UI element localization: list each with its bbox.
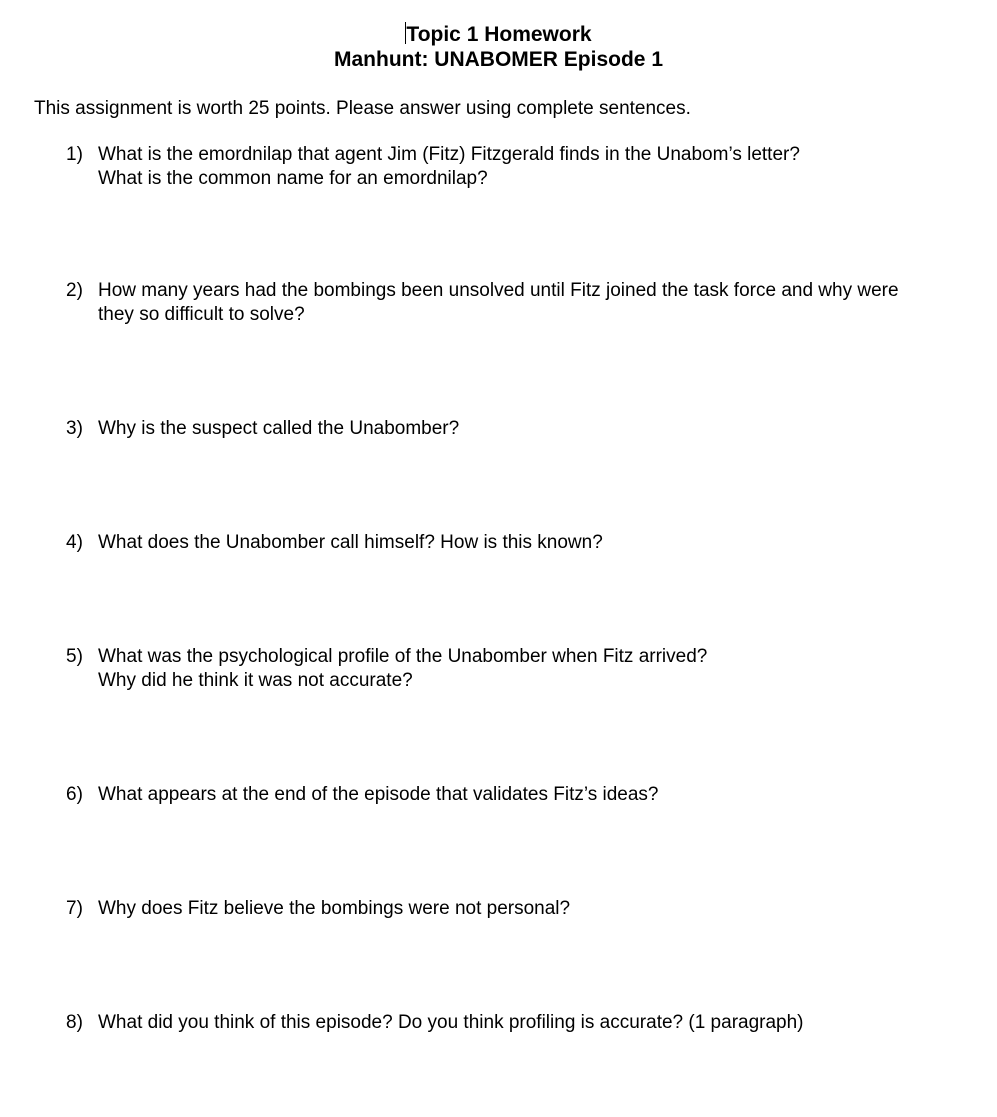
assignment-intro: This assignment is worth 25 points. Please answer using complete sentences. (34, 98, 691, 119)
question-number: 5) (66, 646, 83, 667)
question-text (98, 1011, 946, 1035)
question-text (98, 143, 946, 191)
document-subtitle: Manhunt: UNABOMER Episode 1 (334, 48, 663, 71)
title-line (0, 22, 997, 47)
question-text (98, 531, 946, 555)
question-4 (66, 531, 946, 555)
question-2 (66, 279, 946, 327)
question-line: What was the psychological profile of the Unabomber when Fitz arrived? (98, 646, 708, 667)
question-line: What does the Unabomber call himself? How is this known? (98, 532, 603, 553)
document-title: Topic 1 Homework (406, 23, 592, 46)
question-number: 6) (66, 784, 83, 805)
question-number: 1) (66, 144, 83, 165)
question-text (98, 783, 946, 807)
question-line: What appears at the end of the episode that validates Fitz’s ideas? (98, 784, 659, 805)
question-line: What is the common name for an emordnilap? (98, 168, 488, 189)
question-7 (66, 897, 946, 921)
question-number: 4) (66, 532, 83, 553)
question-line: What did you think of this episode? Do you think profiling is accurate? (1 paragraph) (98, 1012, 804, 1033)
title-block (0, 22, 997, 72)
question-8 (66, 1011, 946, 1035)
question-number: 7) (66, 898, 83, 919)
question-3 (66, 417, 946, 441)
question-6 (66, 783, 946, 807)
question-number: 8) (66, 1012, 83, 1033)
question-5 (66, 645, 946, 693)
question-line: Why did he think it was not accurate? (98, 670, 413, 691)
question-number: 2) (66, 280, 83, 301)
question-text (98, 897, 946, 921)
question-line: What is the emordnilap that agent Jim (Fitz) Fitzgerald finds in the Unabom’s letter? (98, 144, 800, 165)
question-1 (66, 143, 946, 191)
question-text (98, 645, 946, 693)
question-line: they so difficult to solve? (98, 304, 305, 325)
question-line: Why is the suspect called the Unabomber? (98, 418, 460, 439)
question-text (98, 417, 946, 441)
question-number: 3) (66, 418, 83, 439)
question-line: How many years had the bombings been unsolved until Fitz joined the task force and why were (98, 280, 899, 301)
question-line: Why does Fitz believe the bombings were not personal? (98, 898, 571, 919)
question-text (98, 279, 946, 327)
